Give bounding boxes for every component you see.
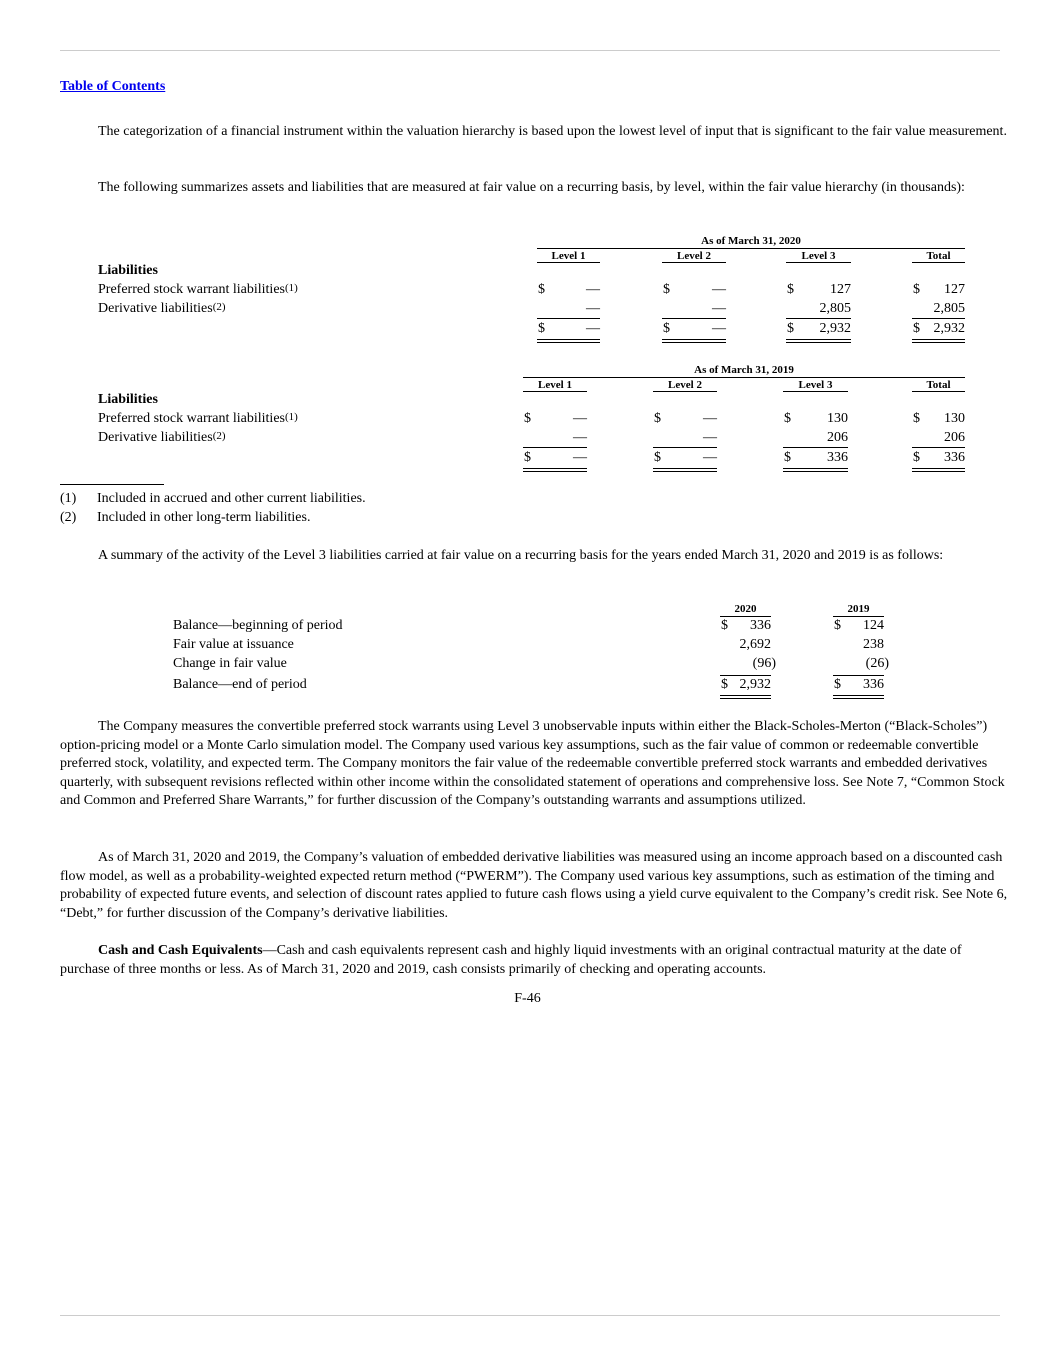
- paragraph-categorization: The categorization of a financial instrument within the valuation hierarchy is based upon the lowest level of input that is significant to the fair value measurement.: [98, 124, 1007, 139]
- table-cell: 238: [863, 637, 884, 652]
- footnote-ref: (1): [284, 411, 298, 423]
- currency-symbol: $: [538, 321, 545, 336]
- table-cell: —: [712, 301, 726, 316]
- table-cell: —: [703, 411, 717, 426]
- currency-symbol: $: [913, 411, 920, 426]
- bottom-divider: [60, 1315, 1000, 1316]
- table-cell: 2,805: [819, 301, 851, 316]
- column-header: Level 1: [551, 250, 586, 262]
- table-cell: 2,932: [739, 677, 771, 692]
- page-number: F-46: [514, 991, 541, 1006]
- currency-symbol: $: [834, 677, 841, 692]
- table-cell: 124: [863, 618, 884, 633]
- total-double-line: [786, 339, 851, 343]
- subtotal-line: [537, 318, 600, 319]
- column-header: Level 3: [801, 250, 836, 262]
- footnote-ref: (2): [212, 430, 226, 442]
- table-cell: —: [573, 430, 587, 445]
- column-header: Level 2: [677, 250, 711, 262]
- table-cell: 2,932: [933, 321, 965, 336]
- currency-symbol: $: [787, 321, 794, 336]
- table-title: As of March 31, 2020: [701, 235, 801, 247]
- row-label: [98, 282, 298, 298]
- column-underline: [720, 616, 771, 617]
- footnote-1: [60, 491, 366, 507]
- title-underline: [537, 248, 965, 249]
- row-label: Balance—beginning of period: [173, 618, 343, 633]
- row-label: [98, 430, 226, 446]
- table-cell: —: [712, 321, 726, 336]
- row-label: Fair value at issuance: [173, 637, 294, 652]
- row-label-text: Preferred stock warrant liabilities: [98, 411, 285, 426]
- total-double-line: [523, 468, 587, 472]
- row-label: Balance—end of period: [173, 677, 307, 692]
- column-underline: [653, 391, 717, 392]
- row-label-text: Derivative liabilities: [98, 301, 213, 316]
- total-double-line: [783, 468, 848, 472]
- footnote-ref: (1): [284, 282, 298, 294]
- table-cell: 206: [944, 430, 965, 445]
- total-double-line: [537, 339, 600, 343]
- currency-symbol: $: [784, 450, 791, 465]
- table-cell: 130: [827, 411, 848, 426]
- currency-symbol: $: [524, 411, 531, 426]
- currency-symbol: $: [784, 411, 791, 426]
- footnote-mark: (2): [60, 510, 77, 525]
- subtotal-line: [662, 318, 726, 319]
- table-cell: —: [703, 450, 717, 465]
- currency-symbol: $: [913, 321, 920, 336]
- column-underline: [783, 391, 848, 392]
- column-underline: [786, 262, 851, 263]
- row-label: [98, 411, 298, 427]
- footnote-text: Included in accrued and other current liabilities.: [97, 491, 366, 506]
- table-cell: —: [586, 301, 600, 316]
- paragraph-warrants: The Company measures the convertible preferred stock warrants using Level 3 unobservable inputs within either the Black-Scholes-Merton (“Black-Scholes”) option-pricing model or a Monte Carlo simulation model. The Company used various key assumptions, such as the fair value of common or redeemable convertible preferred stock, volatility, and expected term. The Company monitors the fair value of the redeemable convertible preferred stock warrants and embedded derivatives quarterly, with subsequent revisions reflected within other income within the consolidated statement of operations and comprehensive loss. See Note 7, “Common Stock and Common and Preferred Share Warrants,” for further discussion of the Company’s outstanding warrants and assumptions utilized.: [60, 719, 1005, 808]
- column-header: Level 3: [798, 379, 833, 391]
- table-cell: —: [712, 282, 726, 297]
- paragraph-level3-activity: A summary of the activity of the Level 3 liabilities carried at fair value on a recurring basis for the years ended March 31, 2020 and 2019 is as follows:: [98, 548, 944, 563]
- paragraph-derivatives: As of March 31, 2020 and 2019, the Company’s valuation of embedded derivative liabilities was measured using an income approach based on a discounted cash flow model, as well as a probability-weighted expected return method (“PWERM”). The Company used various key assumptions, such as estimation of the timing and probability of expected future events, and selection of discount rates applied to future cash flows using a yield curve equivalent to the Company’s credit risk. See Note 6, “Debt,” for further discussion of the Company’s derivative liabilities.: [60, 850, 1008, 921]
- table-cell: 2,932: [819, 321, 851, 336]
- row-label: Change in fair value: [173, 656, 287, 671]
- footnote-2: [60, 510, 311, 526]
- currency-symbol: $: [538, 282, 545, 297]
- column-underline: [662, 262, 726, 263]
- currency-symbol: $: [654, 411, 661, 426]
- currency-symbol: $: [654, 450, 661, 465]
- subtotal-line: [720, 675, 771, 676]
- paragraph-cash: [60, 942, 1008, 979]
- column-header: 2020: [734, 603, 757, 615]
- section-label: Liabilities: [98, 392, 158, 407]
- total-double-line: [662, 339, 726, 343]
- row-label-text: Preferred stock warrant liabilities: [98, 282, 285, 297]
- table-cell: (26): [865, 656, 889, 671]
- total-double-line: [833, 695, 884, 699]
- table-cell: —: [573, 450, 587, 465]
- title-underline: [523, 377, 965, 378]
- subtotal-line: [833, 675, 884, 676]
- table-cell: 336: [827, 450, 848, 465]
- cash-text: —Cash and cash equivalents represent cash and highly liquid investments with an original contractual maturity at the date of purchase of three months or less. As of March 31, 2020 and 2019, cash consists primarily of checking and operating accounts.: [60, 943, 962, 977]
- currency-symbol: $: [524, 450, 531, 465]
- table-cell: (96): [752, 656, 776, 671]
- currency-symbol: $: [663, 321, 670, 336]
- subtotal-line: [783, 447, 848, 448]
- table-cell: —: [586, 282, 600, 297]
- table-cell: —: [703, 430, 717, 445]
- table-cell: 336: [750, 618, 771, 633]
- subtotal-line: [912, 318, 965, 319]
- row-label: [98, 301, 226, 317]
- cash-heading: Cash and Cash Equivalents: [98, 943, 263, 958]
- column-underline: [912, 262, 965, 263]
- table-cell: 336: [944, 450, 965, 465]
- table-of-contents-link[interactable]: Table of Contents: [60, 79, 166, 94]
- total-double-line: [720, 695, 771, 699]
- table-title: As of March 31, 2019: [694, 364, 794, 376]
- table-cell: 127: [830, 282, 851, 297]
- currency-symbol: $: [913, 282, 920, 297]
- table-cell: 206: [827, 430, 848, 445]
- column-header: Total: [926, 379, 951, 391]
- total-double-line: [653, 468, 717, 472]
- table-cell: 336: [863, 677, 884, 692]
- currency-symbol: $: [663, 282, 670, 297]
- currency-symbol: $: [787, 282, 794, 297]
- column-underline: [537, 262, 600, 263]
- table-cell: —: [573, 411, 587, 426]
- footnote-divider: [60, 484, 164, 485]
- top-divider: [60, 50, 1000, 51]
- currency-symbol: $: [721, 618, 728, 633]
- column-underline: [523, 391, 587, 392]
- subtotal-line: [786, 318, 851, 319]
- total-double-line: [912, 468, 965, 472]
- table-cell: 127: [944, 282, 965, 297]
- column-header: Level 1: [538, 379, 572, 391]
- currency-symbol: $: [913, 450, 920, 465]
- currency-symbol: $: [721, 677, 728, 692]
- currency-symbol: $: [834, 618, 841, 633]
- paragraph-summary-intro: The following summarizes assets and liabilities that are measured at fair value on a recurring basis, by level, within the fair value hierarchy (in thousands):: [98, 180, 965, 195]
- subtotal-line: [523, 447, 587, 448]
- column-underline: [833, 616, 884, 617]
- column-header: Level 2: [668, 379, 702, 391]
- column-underline: [912, 391, 965, 392]
- subtotal-line: [912, 447, 965, 448]
- table-cell: 2,692: [739, 637, 771, 652]
- table-cell: 2,805: [933, 301, 965, 316]
- footnote-ref: (2): [212, 301, 226, 313]
- footnote-text: Included in other long-term liabilities.: [97, 510, 311, 525]
- table-cell: —: [586, 321, 600, 336]
- column-header: Total: [926, 250, 951, 262]
- column-header: 2019: [847, 603, 870, 615]
- footnote-mark: (1): [60, 491, 77, 506]
- row-label-text: Derivative liabilities: [98, 430, 213, 445]
- subtotal-line: [653, 447, 717, 448]
- section-label: Liabilities: [98, 263, 158, 278]
- table-cell: 130: [944, 411, 965, 426]
- total-double-line: [912, 339, 965, 343]
